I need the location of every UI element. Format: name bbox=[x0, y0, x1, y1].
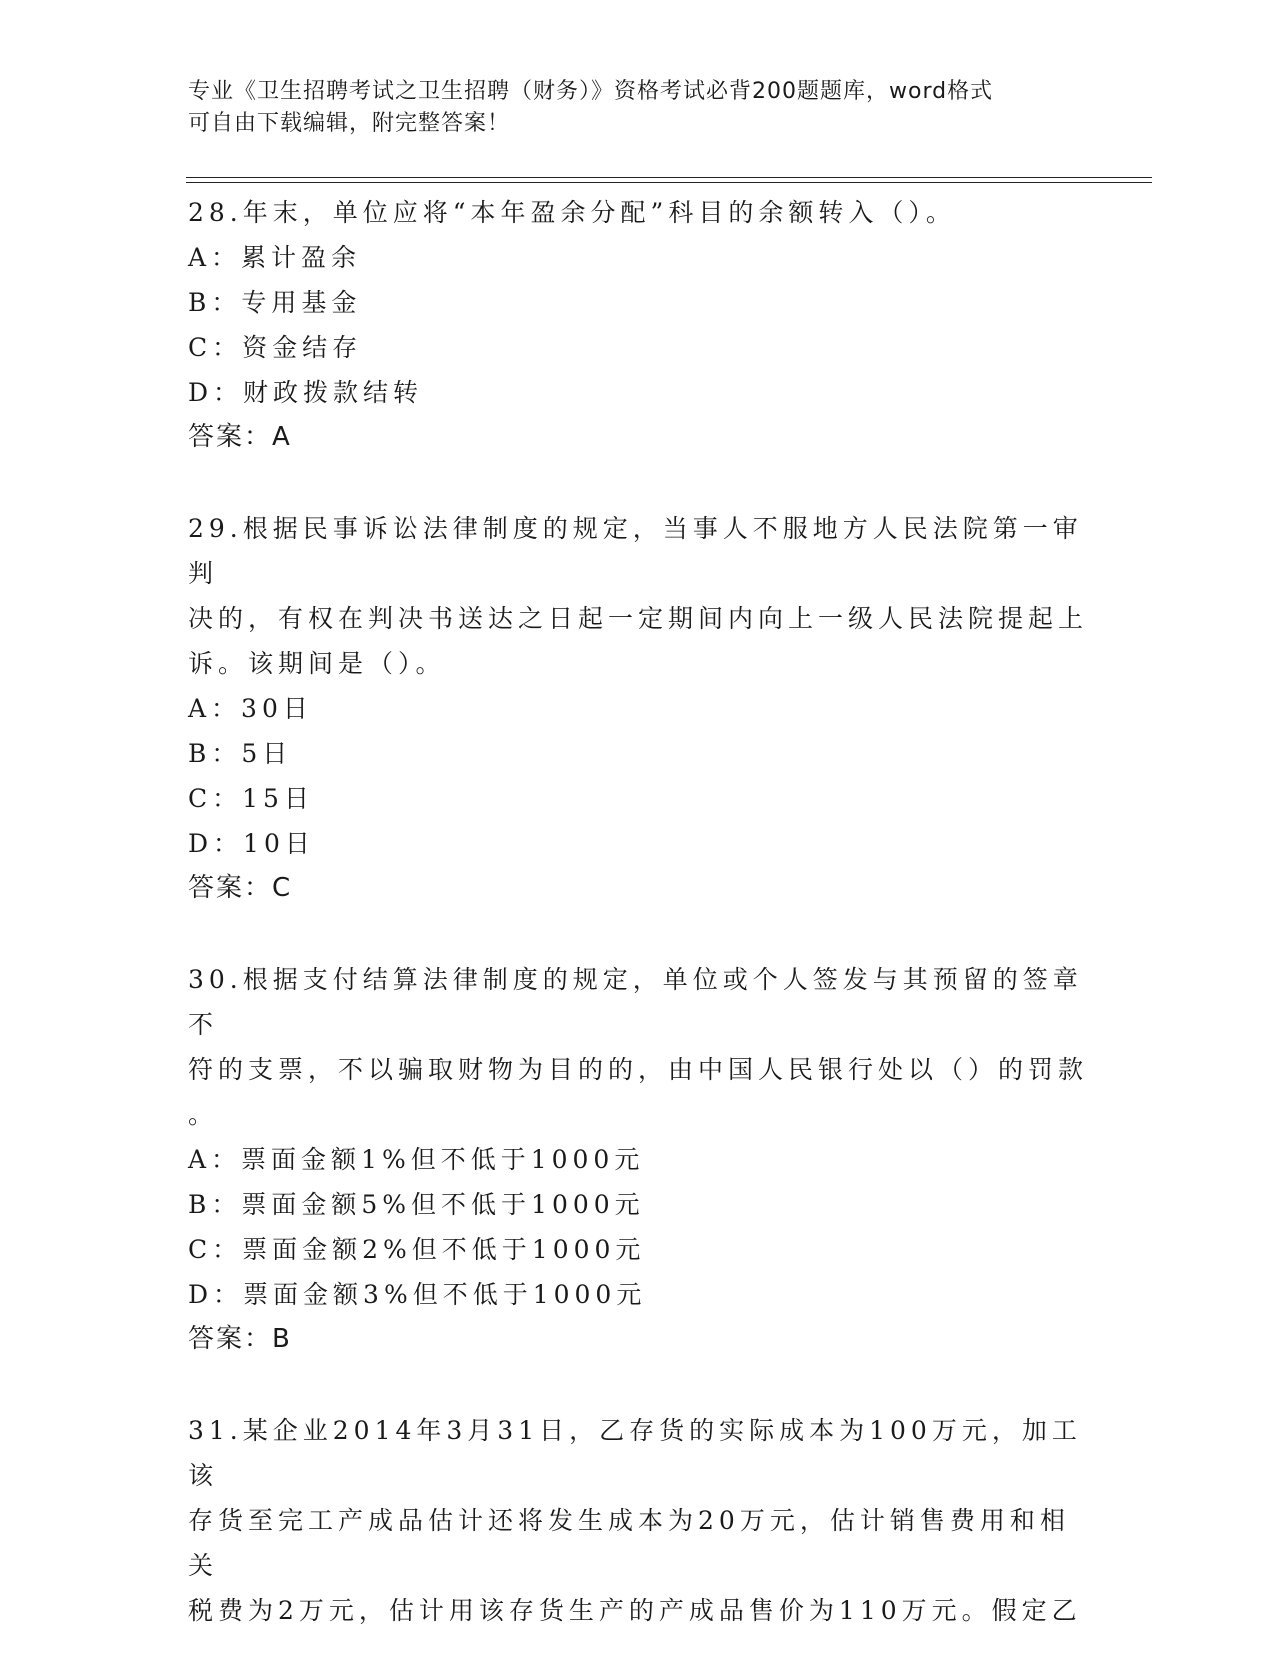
option-c: C：票面金额2%但不低于1000元 bbox=[188, 1235, 646, 1264]
question-stem-line: 31.某企业2014年3月31日，乙存货的实际成本为100万元，加工该 bbox=[188, 1416, 1082, 1490]
option-a: A：票面金额1%但不低于1000元 bbox=[188, 1145, 645, 1174]
document-header bbox=[188, 76, 1068, 140]
question-list bbox=[188, 190, 1088, 1679]
question-28 bbox=[188, 190, 1088, 460]
header-divider-bottom bbox=[186, 182, 1152, 183]
question-stem-line: 决的，有权在判决书送达之日起一定期间内向上一级人民法院提起上 bbox=[188, 604, 1089, 633]
question-stem-line: 诉。该期间是（）。 bbox=[188, 649, 446, 678]
question-stem-line: 。 bbox=[188, 1100, 219, 1129]
option-d: D：财政拨款结转 bbox=[188, 378, 424, 407]
option-d: D：10日 bbox=[188, 829, 315, 858]
option-a: A：30日 bbox=[188, 694, 313, 723]
option-c: C：15日 bbox=[188, 784, 314, 813]
question-stem-line: 30.根据支付结算法律制度的规定，单位或个人签发与其预留的签章不 bbox=[188, 965, 1083, 1039]
option-b: B：票面金额5%但不低于1000元 bbox=[188, 1190, 645, 1219]
question-29 bbox=[188, 506, 1088, 911]
option-b: B：5日 bbox=[188, 739, 293, 768]
question-30 bbox=[188, 957, 1088, 1362]
option-d: D：票面金额3%但不低于1000元 bbox=[188, 1280, 647, 1309]
answer-line: 答案：A bbox=[188, 422, 292, 452]
option-a: A：累计盈余 bbox=[188, 243, 362, 272]
question-stem-line: 存货至完工产成品估计还将发生成本为20万元，估计销售费用和相关 bbox=[188, 1506, 1070, 1580]
answer-line: 答案：B bbox=[188, 1324, 292, 1354]
answer-line: 答案：C bbox=[188, 873, 293, 903]
header-divider-top bbox=[186, 177, 1152, 178]
header-line-2: 可自由下载编辑，附完整答案！ bbox=[188, 111, 511, 136]
option-c: C：资金结存 bbox=[188, 333, 363, 362]
question-31 bbox=[188, 1408, 1088, 1633]
question-stem-line: 税费为2万元，估计用该存货生产的产成品售价为110万元。假定乙 bbox=[188, 1596, 1082, 1625]
question-stem-line: 29.根据民事诉讼法律制度的规定，当事人不服地方人民法院第一审判 bbox=[188, 514, 1083, 588]
question-stem-line: 28.年末，单位应将“本年盈余分配”科目的余额转入（）。 bbox=[188, 198, 956, 227]
question-stem-line: 符的支票，不以骗取财物为目的的，由中国人民银行处以（）的罚款 bbox=[188, 1055, 1089, 1084]
option-b: B：专用基金 bbox=[188, 288, 362, 317]
header-line-1: 专业《卫生招聘考试之卫生招聘（财务）》资格考试必背200题题库，word格式 bbox=[188, 79, 994, 104]
